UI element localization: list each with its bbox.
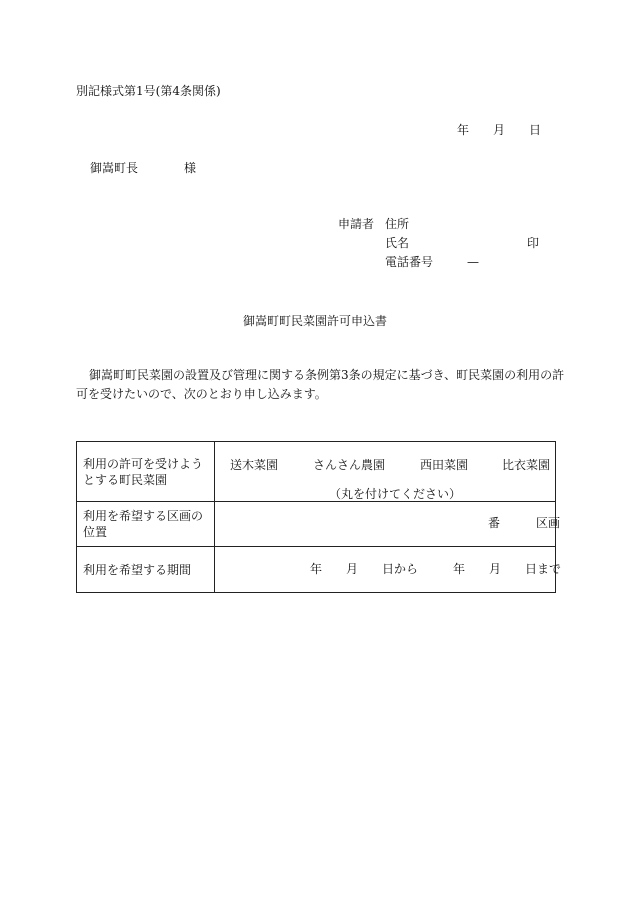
applicant-heading: 申請者 — [338, 217, 375, 231]
garden-label-line-2: とする町民菜園 — [83, 472, 168, 487]
garden-label-cell — [77, 442, 215, 502]
period-label-cell — [77, 547, 215, 593]
plot-label-line-1: 利用を希望する区画の — [83, 509, 204, 523]
garden-option-okuki[interactable]: 送木菜園 — [230, 458, 279, 472]
circle-instruction: （丸を付けてください） — [329, 487, 462, 501]
plot-label-line-2: 位置 — [83, 525, 108, 539]
date-month-label: 月 — [493, 123, 506, 137]
period-row — [77, 547, 556, 593]
garden-option-sansan[interactable]: さんさん農園 — [313, 458, 386, 472]
garden-options-cell — [215, 442, 556, 502]
body-line-1: 御嵩町町民菜園の設置及び管理に関する条例第3条の規定に基づき、町民菜園の利用の許 — [89, 368, 565, 382]
date-year-label: 年 — [457, 123, 470, 137]
applicant-address-label: 住所 — [385, 217, 410, 231]
plot-row — [77, 502, 556, 547]
document-title: 御嵩町町民菜園許可申込書 — [243, 314, 388, 328]
plot-unit: 区画 — [536, 516, 561, 530]
garden-row — [77, 442, 556, 502]
garden-label-line-1: 利用の許可を受けよう — [83, 456, 204, 471]
plot-input-cell[interactable] — [215, 502, 561, 547]
period-end-day: 日まで — [525, 562, 562, 576]
applicant-phone-label: 電話番号 — [385, 255, 434, 269]
period-end-month: 月 — [489, 562, 502, 576]
addressee-name: 御嵩町長 — [90, 161, 139, 175]
period-end-year: 年 — [453, 562, 466, 576]
garden-option-hie[interactable]: 比衣菜園 — [502, 458, 551, 472]
applicant-name-label: 氏名 — [385, 236, 410, 250]
addressee-honorific: 様 — [184, 161, 197, 175]
period-start-year: 年 — [310, 562, 323, 576]
period-start-month: 月 — [346, 562, 359, 576]
seal-mark: 印 — [527, 236, 540, 250]
phone-separator: — — [467, 255, 479, 269]
form-reference: 別記様式第1号(第4条関係) — [76, 84, 221, 98]
period-start-day: 日から — [382, 562, 419, 576]
plot-label-cell — [77, 502, 215, 547]
period-input-cell[interactable] — [215, 547, 562, 593]
body-line-2: 可を受けたいので、次のとおり申し込みます。 — [76, 387, 327, 401]
application-table — [76, 441, 562, 593]
plot-number-unit: 番 — [488, 516, 501, 530]
date-day-label: 日 — [529, 123, 542, 137]
garden-option-nishida[interactable]: 西田菜園 — [420, 458, 469, 472]
period-label: 利用を希望する期間 — [83, 562, 192, 577]
